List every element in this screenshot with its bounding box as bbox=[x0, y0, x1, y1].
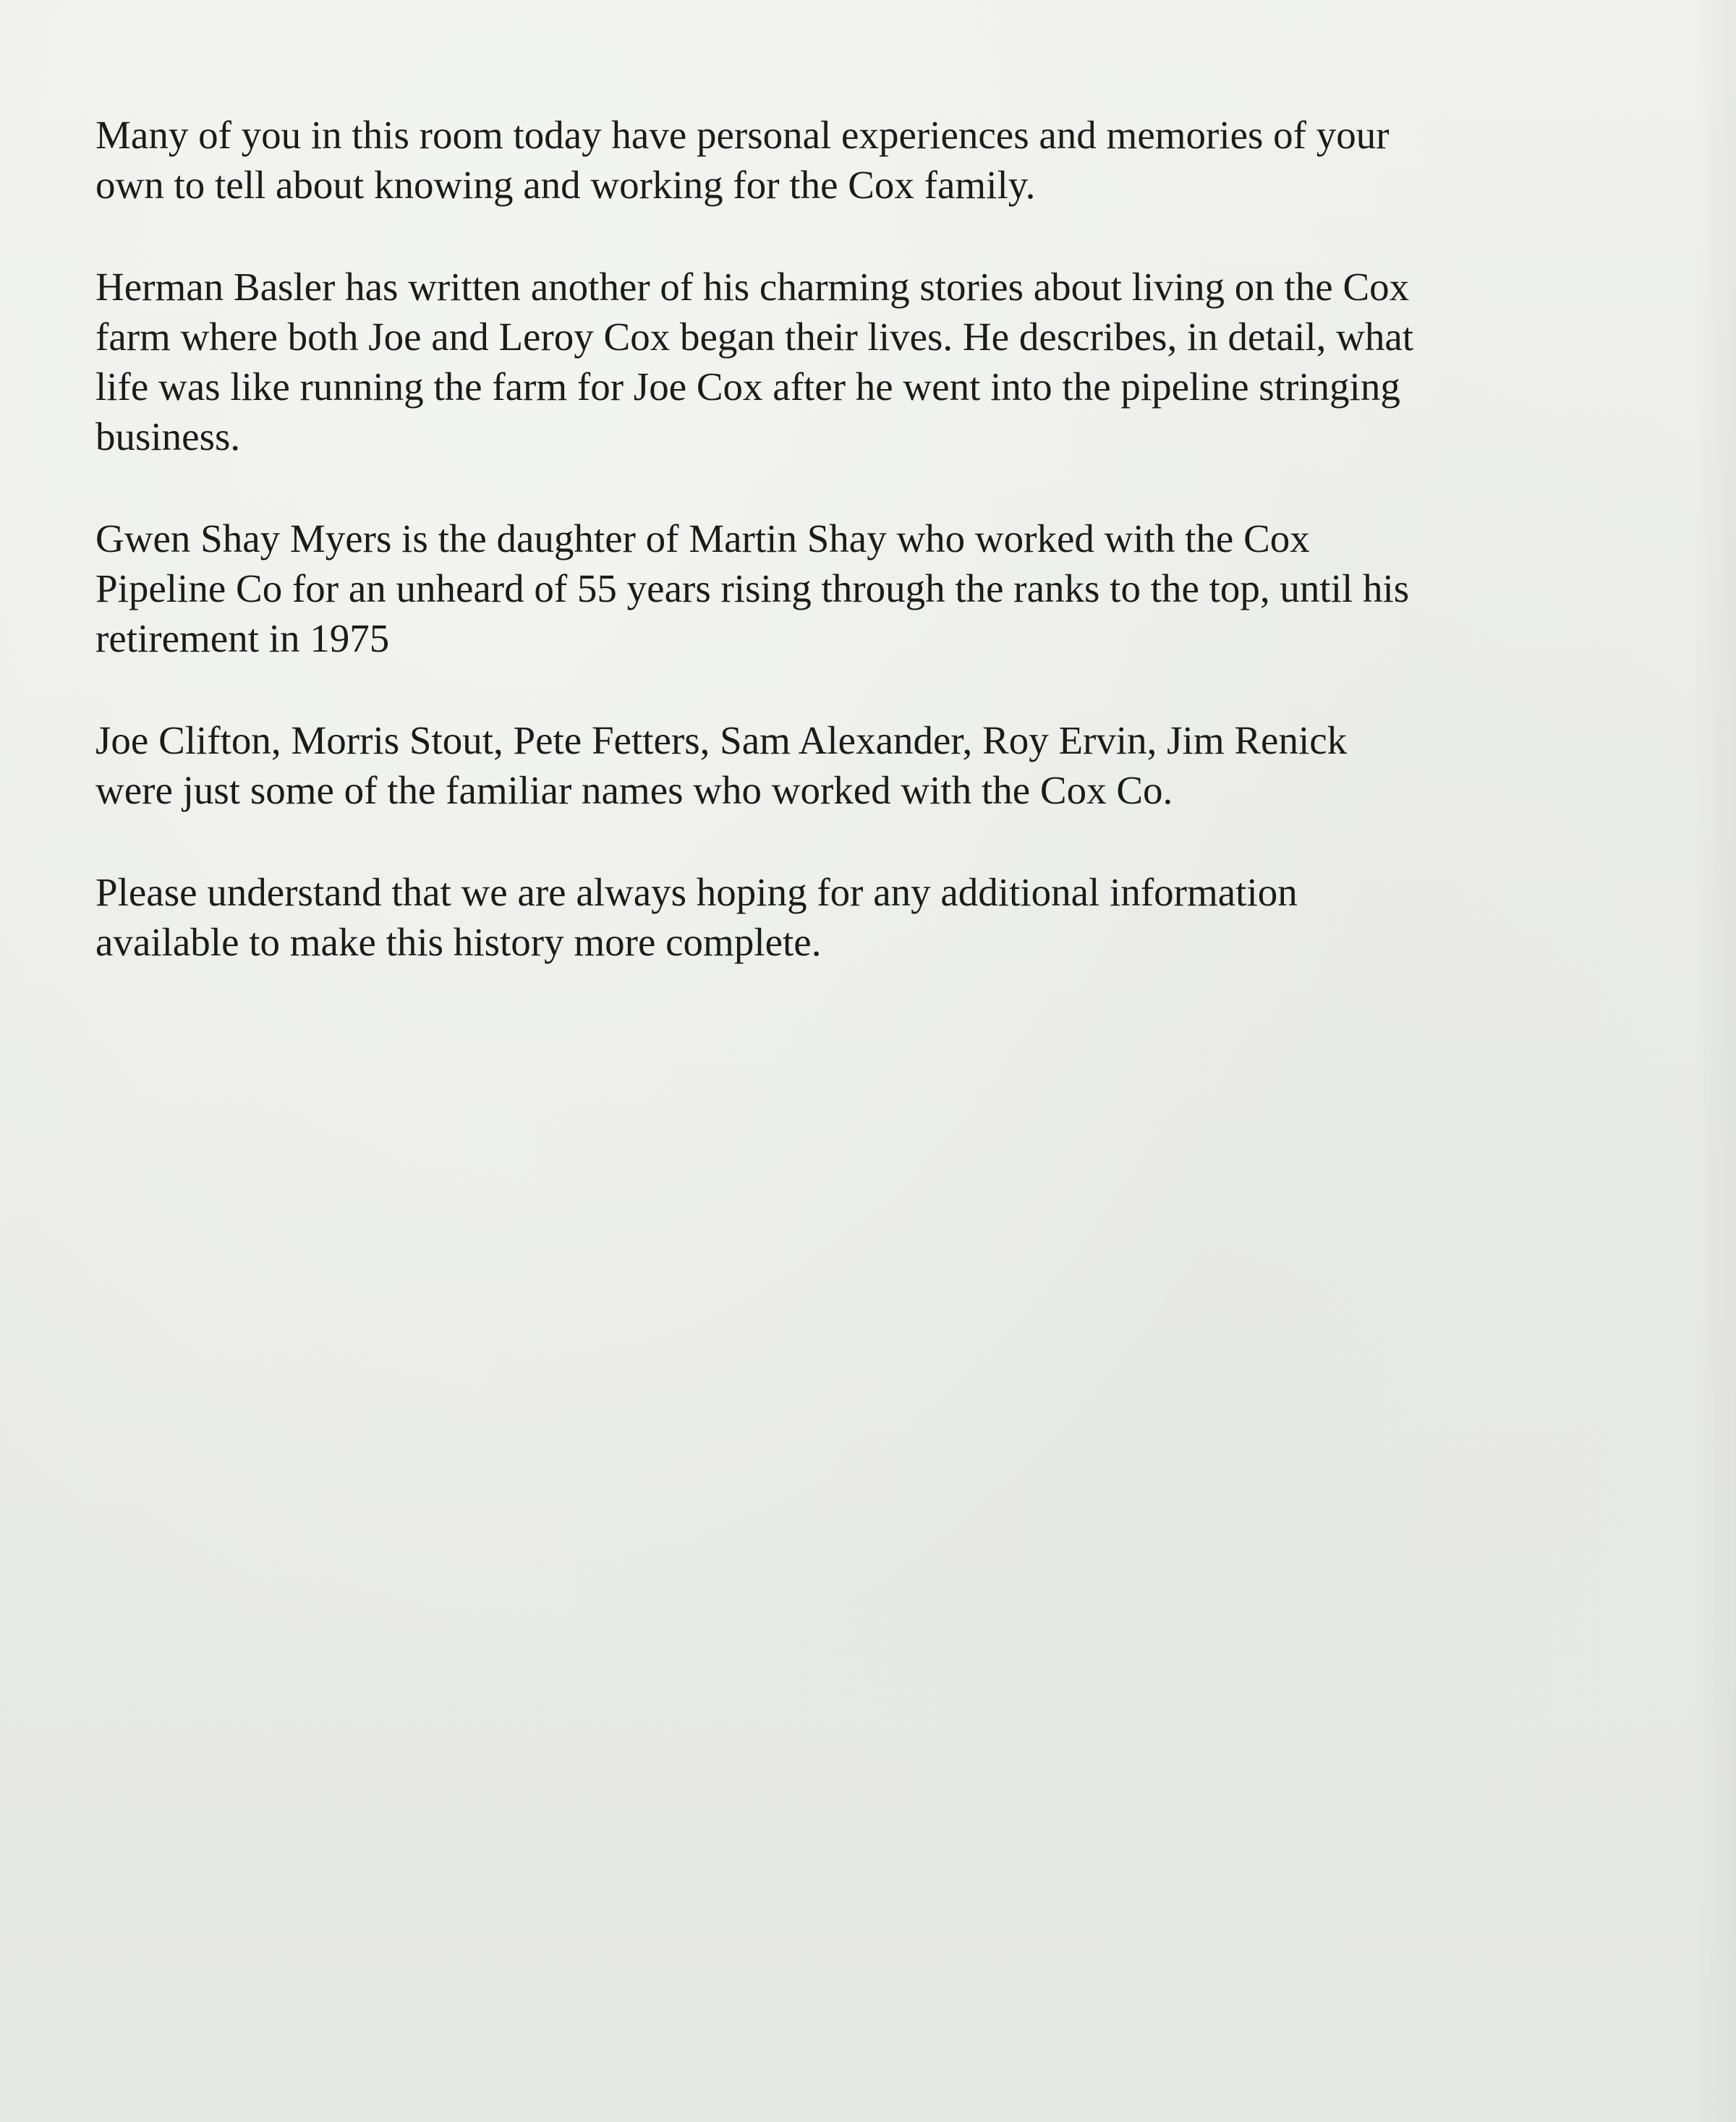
paragraph-memories: Many of you in this room today have personal experiences and memories of your own to tell about knowing and working for the Cox family. bbox=[95, 113, 1390, 207]
paragraph-gwen-shay-myers: Gwen Shay Myers is the daughter of Martin Shay who worked with the Cox Pipeline Co for an unheard of 55 years rising through the ranks to the top, until his retirement in 1975 bbox=[95, 516, 1410, 660]
paragraph-herman-basler: Herman Basler has written another of his charming stories about living on the Cox farm where both Joe and Leroy Cox began their lives. He describes, in detail, what life was like running the farm for Joe Cox after he went into the pipeline stringing business. bbox=[95, 265, 1414, 459]
document-body bbox=[95, 110, 1643, 1019]
page-edge-shadow bbox=[1693, 0, 1736, 2122]
paragraph-additional-info: Please understand that we are always hoping for any additional information available to make this history more complete. bbox=[95, 870, 1298, 964]
paragraph-worker-names: Joe Clifton, Morris Stout, Pete Fetters, Sam Alexander, Roy Ervin, Jim Renick were just some of the familiar names who worked with the Cox Co. bbox=[95, 718, 1348, 812]
